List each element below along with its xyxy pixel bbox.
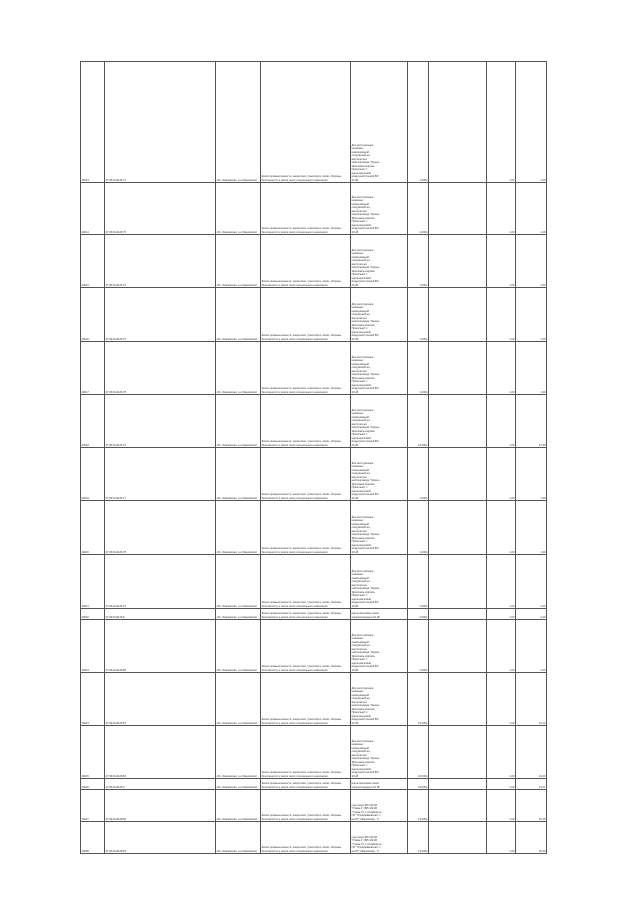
table-row <box>81 288 547 342</box>
cell-area: 22,0004 <box>408 726 429 779</box>
cell-address: обл. Ивановская, р-н Ивановский <box>216 288 261 342</box>
cell-cadastral-number: 27:05:0111126:79 <box>105 555 216 609</box>
cell-value: 4,40 <box>516 609 547 620</box>
cell-cadastral-number: 37:05:0111128:93 <box>105 822 216 854</box>
cell-land-category: Земли промышленности, энергетики, транспорта, связи, обороны, безопасности и земли иного специального назначения <box>261 609 351 620</box>
cell-cadastral-number: 37:05:0111128:90 <box>105 790 216 822</box>
cell-land-category: Земли промышленности, энергетики, транспорта, связи, обороны, безопасности и земли иного специального назначения <box>261 726 351 779</box>
cell-value: 27,80 <box>516 395 547 448</box>
cell-id: 20018 <box>81 395 105 448</box>
cell-permitted-use: Для эксплуатации наземных коммуникаций сооружений на вертолетных нефтепровода "Оренж- Ярославль-Кирово- Прокопьев" с вдольтрассовой воздушной линией ВЛ 10 кВ <box>351 235 408 288</box>
cell-cadastral-number: 37:05:0111126:78 <box>105 501 216 555</box>
cell-id: 20027 <box>81 790 105 822</box>
cell-empty <box>429 822 487 854</box>
cell-value: 25,16 <box>516 790 547 822</box>
cell-value: 1,09 <box>516 62 547 183</box>
cell-empty <box>429 448 487 501</box>
cell-value: 12,14 <box>516 673 547 726</box>
cell-permitted-use: Для эксплуатации наземных коммуникаций сооружений на вертолетных нефтепровода "Оренж- Ярославль-Кирово- Прокопьев" с вдольтрассовой воздушной линией ВЛ 10 кВ <box>351 555 408 609</box>
cell-permitted-use: Для эксплуатации наземных коммуникаций сооружений на вертолетных нефтепровода "Оренж- Ярославль-Кирово- Прокопьев" с вдольтрассовой воздушной линией ВЛ 10 кВ <box>351 448 408 501</box>
cell-permitted-use: вдольтрассовая линия электропередачи 10 кВ <box>351 779 408 790</box>
table-row <box>81 779 547 790</box>
cell-permitted-use: вдольтрассовая линия электропередачи 10 кВ <box>351 609 408 620</box>
cell-value: 41,01 <box>516 779 547 790</box>
cell-id: 20024 <box>81 673 105 726</box>
cell-empty <box>429 726 487 779</box>
cell-empty <box>429 288 487 342</box>
cell-area: 10,0004 <box>408 673 429 726</box>
cell-id: 20026 <box>81 779 105 790</box>
cell-permitted-use: под опоры ВЛ-110 кВ "Угрюм-1" (ВЛ-110 кВ "Угрюм-2") с отпайкой на ПС "Оплабываевская" с на ПС "Ивановская - 1" <box>351 790 408 822</box>
table-row <box>81 822 547 854</box>
cell-cadastral-number: 37:05:0111126:75 <box>105 183 216 235</box>
cell-id: 20023 <box>81 620 105 673</box>
cell-address: обл. Ивановская, р-н Ивановский <box>216 501 261 555</box>
cell-address: обл. Ивановская, р-н Ивановский <box>216 790 261 822</box>
cell-coefficient: 1,00 <box>487 790 516 822</box>
cell-land-category: Земли промышленности, энергетики, транспорта, связи, обороны, безопасности и земли иного специального назначения <box>261 62 351 183</box>
table-row <box>81 790 547 822</box>
cell-land-category: Земли промышленности, энергетики, транспорта, связи, обороны, безопасности и земли иного специального назначения <box>261 288 351 342</box>
cell-address: обл. Ивановская, р-н Ивановский <box>216 726 261 779</box>
cell-empty <box>429 673 487 726</box>
table-row <box>81 62 547 183</box>
data-table <box>80 61 547 854</box>
cell-cadastral-number: 27:05:0111126:80 <box>105 620 216 673</box>
cell-land-category: Земли промышленности, энергетики, транспорта, связи, обороны, безопасности и земли иного специального назначения <box>261 235 351 288</box>
cell-land-category: Земли промышленности, энергетики, транспорта, связи, обороны, безопасности и земли иного специального назначения <box>261 183 351 235</box>
cell-empty <box>429 62 487 183</box>
cell-land-category: Земли промышленности, энергетики, транспорта, связи, обороны, безопасности и земли иного специального назначения <box>261 342 351 395</box>
cell-id: 20015 <box>81 235 105 288</box>
cell-value: 1,39 <box>516 448 547 501</box>
cell-land-category: Земли промышленности, энергетики, транспорта, связи, обороны, безопасности и земли иного специального назначения <box>261 620 351 673</box>
cell-address: обл. Ивановская, р-н Ивановский <box>216 555 261 609</box>
cell-cadastral-number: 37:05:0111126:78 <box>105 342 216 395</box>
cell-id: 20017 <box>81 342 105 395</box>
table-row <box>81 620 547 673</box>
cell-value: 1,28 <box>516 183 547 235</box>
cell-permitted-use: Для эксплуатации наземных коммуникаций сооружений на вертолетных нефтепровода "Оренж- Ярославль-Кирово- Прокопьев" с вдольтрассовой воздушной линией ВЛ 10 кВ <box>351 620 408 673</box>
cell-permitted-use: Для эксплуатации наземных коммуникаций сооружений на вертолетных нефтепровода "Оренж- Ярославль-Кирово- Прокопьев" с вдольтрассовой воздушной линией ВЛ 10 кВ <box>351 288 408 342</box>
cell-permitted-use: под опоры ВЛ-110 кВ "Угрюм-1" (ВЛ-110 кВ "Угрюм-2") с отпайкой на ПС "Оплабываевская" с на ПС "Ивановская - 1" <box>351 822 408 854</box>
cell-area: 1,0004 <box>408 620 429 673</box>
cell-land-category: Земли промышленности, энергетики, транспорта, связи, обороны, безопасности и земли иного специального назначения <box>261 501 351 555</box>
cell-id: 20028 <box>81 822 105 854</box>
cell-empty <box>429 779 487 790</box>
cell-cadastral-number: 27:05:0111126:76 <box>105 235 216 288</box>
cell-cadastral-number: 27:05:0111126:76 <box>105 395 216 448</box>
cell-coefficient: 1,00 <box>487 448 516 501</box>
cell-coefficient: 1,00 <box>487 822 516 854</box>
cell-permitted-use: Для эксплуатации наземных коммуникаций сооружений на вертолетных нефтепровода "Оренж- Ярославль-Кирово- Прокопьев" с вдольтрассовой воздушной линией ВЛ 10 кВ <box>351 726 408 779</box>
cell-value: 1,02 <box>516 235 547 288</box>
cell-cadastral-number: 27:05:0111126:82 <box>105 726 216 779</box>
table-row <box>81 555 547 609</box>
cell-land-category: Земли промышленности, энергетики, транспорта, связи, обороны, безопасности и земли иного специального назначения <box>261 779 351 790</box>
cell-value: 1,39 <box>516 501 547 555</box>
cell-cadastral-number: 37:05:0111126:81 <box>105 673 216 726</box>
cell-address: обл. Ивановская, р-н Ивановский <box>216 62 261 183</box>
cell-land-category: Земли промышленности, энергетики, транспорта, связи, обороны, безопасности и земли иного специального назначения <box>261 448 351 501</box>
cell-cadastral-number: 27:05:0111126:9 <box>105 779 216 790</box>
cell-id: 20016 <box>81 288 105 342</box>
cell-permitted-use: Для эксплуатации наземных коммуникаций сооружений на вертолетных нефтепровода "Оренж- Ярославль-Кирово- Прокопьев" с вдольтрассовой воздушной линией ВЛ 10 кВ <box>351 183 408 235</box>
cell-address: обл. Ивановская, р-н Ивановский <box>216 673 261 726</box>
cell-area: 21,0004 <box>408 822 429 854</box>
cell-address: обл. Ивановская, р-н Ивановский <box>216 448 261 501</box>
cell-value: 1,09 <box>516 620 547 673</box>
cell-coefficient: 1,00 <box>487 288 516 342</box>
cell-area: 1,0004 <box>408 555 429 609</box>
cell-area: 1,0004 <box>408 448 429 501</box>
cell-empty <box>429 235 487 288</box>
table-row <box>81 235 547 288</box>
cell-land-category: Земли промышленности, энергетики, транспорта, связи, обороны, безопасности и земли иного специального назначения <box>261 555 351 609</box>
table-row <box>81 448 547 501</box>
cell-area: 1,0004 <box>408 235 429 288</box>
cell-land-category: Земли промышленности, энергетики, транспорта, связи, обороны, безопасности и земли иного специального назначения <box>261 822 351 854</box>
cell-area: 4,0004 <box>408 609 429 620</box>
cell-empty <box>429 790 487 822</box>
cell-area: 1,0004 <box>408 342 429 395</box>
cell-area: 1,0004 <box>408 501 429 555</box>
cell-area: 1,0004 <box>408 288 429 342</box>
cell-coefficient: 1,00 <box>487 620 516 673</box>
cell-address: обл. Ивановская, р-н Ивановский <box>216 395 261 448</box>
cell-cadastral-number: 27:05:0111126:8 <box>105 609 216 620</box>
cell-permitted-use: Для эксплуатации наземных коммуникаций сооружений на вертолетных нефтепровода "Оренж- Ярославль-Кирово- Прокопьев" с вдольтрассовой воздушной линией ВЛ 10 кВ <box>351 395 408 448</box>
cell-address: обл. Ивановская, р-н Ивановский <box>216 609 261 620</box>
cell-empty <box>429 501 487 555</box>
cell-address: обл. Ивановская, р-н Ивановский <box>216 779 261 790</box>
cell-area: 34,0004 <box>408 779 429 790</box>
cell-coefficient: 1,00 <box>487 62 516 183</box>
cell-coefficient: 1,00 <box>487 395 516 448</box>
cell-coefficient: 1,00 <box>487 673 516 726</box>
cell-cadastral-number: 27:05:0111126:74 <box>105 62 216 183</box>
cell-empty <box>429 609 487 620</box>
cell-id: 20021 <box>81 555 105 609</box>
cell-address: обл. Ивановская, р-н Ивановский <box>216 620 261 673</box>
table-row <box>81 609 547 620</box>
cell-area: 16,0004 <box>408 395 429 448</box>
cell-empty <box>429 620 487 673</box>
cell-permitted-use: Для эксплуатации наземных коммуникаций сооружений на вертолетных нефтепровода "Оренж- Ярославль-Кирово- Прокопьев" с вдольтрассовой воздушной линией ВЛ 10 кВ <box>351 342 408 395</box>
table-row <box>81 726 547 779</box>
cell-address: обл. Ивановская, р-н Ивановский <box>216 235 261 288</box>
cell-area: 21,0004 <box>408 790 429 822</box>
table-row <box>81 183 547 235</box>
cell-cadastral-number: 37:05:0111126:76 <box>105 288 216 342</box>
cell-value: 1,09 <box>516 288 547 342</box>
cell-coefficient: 1,00 <box>487 183 516 235</box>
cell-empty <box>429 395 487 448</box>
cell-land-category: Земли промышленности, энергетики, транспорта, связи, обороны, безопасности и земли иного специального назначения <box>261 395 351 448</box>
cell-permitted-use: Для эксплуатации наземных коммуникаций сооружений на вертолетных нефтепровода "Оренж- Ярославль-Кирово- Прокопьев" с вдольтрассовой воздушной линией ВЛ 10 кВ <box>351 673 408 726</box>
cell-address: обл. Ивановская, р-н Ивановский <box>216 822 261 854</box>
cell-land-category: Земли промышленности, энергетики, транспорта, связи, обороны, безопасности и земли иного специального назначения <box>261 790 351 822</box>
cell-empty <box>429 183 487 235</box>
table-row <box>81 342 547 395</box>
cell-value: 26,90 <box>516 822 547 854</box>
cell-area: 1,0004 <box>408 62 429 183</box>
cell-address: обл. Ивановская, р-н Ивановский <box>216 342 261 395</box>
cell-permitted-use: Для эксплуатации наземных коммуникаций сооружений на вертолетных нефтепровода "Оренж- Ярославль-Кирово- Прокопьев" с вдольтрассовой воздушной линией ВЛ 10 кВ <box>351 62 408 183</box>
cell-area: 2,0004 <box>408 183 429 235</box>
cell-coefficient: 1,00 <box>487 555 516 609</box>
cell-value: 1,39 <box>516 342 547 395</box>
cell-empty <box>429 555 487 609</box>
cell-id: 20014 <box>81 183 105 235</box>
cell-coefficient: 1,00 <box>487 779 516 790</box>
cell-coefficient: 1,00 <box>487 342 516 395</box>
cell-id: 20025 <box>81 726 105 779</box>
cell-coefficient: 1,00 <box>487 609 516 620</box>
cell-id: 20019 <box>81 448 105 501</box>
cell-value: 1,09 <box>516 555 547 609</box>
cell-cadastral-number: 37:05:0111126:77 <box>105 448 216 501</box>
cell-id: 20020 <box>81 501 105 555</box>
cell-land-category: Земли промышленности, энергетики, транспорта, связи, обороны, безопасности и земли иного специального назначения <box>261 673 351 726</box>
cell-coefficient: 1,00 <box>487 235 516 288</box>
cell-permitted-use: Для эксплуатации наземных коммуникаций сооружений на вертолетных нефтепровода "Оренж- Ярославль-Кирово- Прокопьев" с вдольтрассовой воздушной линией ВЛ 10 кВ <box>351 501 408 555</box>
cell-empty <box>429 342 487 395</box>
table-row <box>81 395 547 448</box>
cell-id: 20022 <box>81 609 105 620</box>
cell-coefficient: 1,00 <box>487 726 516 779</box>
cell-value: 24,20 <box>516 726 547 779</box>
cell-id: 20013 <box>81 62 105 183</box>
cell-coefficient: 1,00 <box>487 501 516 555</box>
table-row <box>81 673 547 726</box>
table-row <box>81 501 547 555</box>
cell-address: обл. Ивановская, р-н Ивановский <box>216 183 261 235</box>
